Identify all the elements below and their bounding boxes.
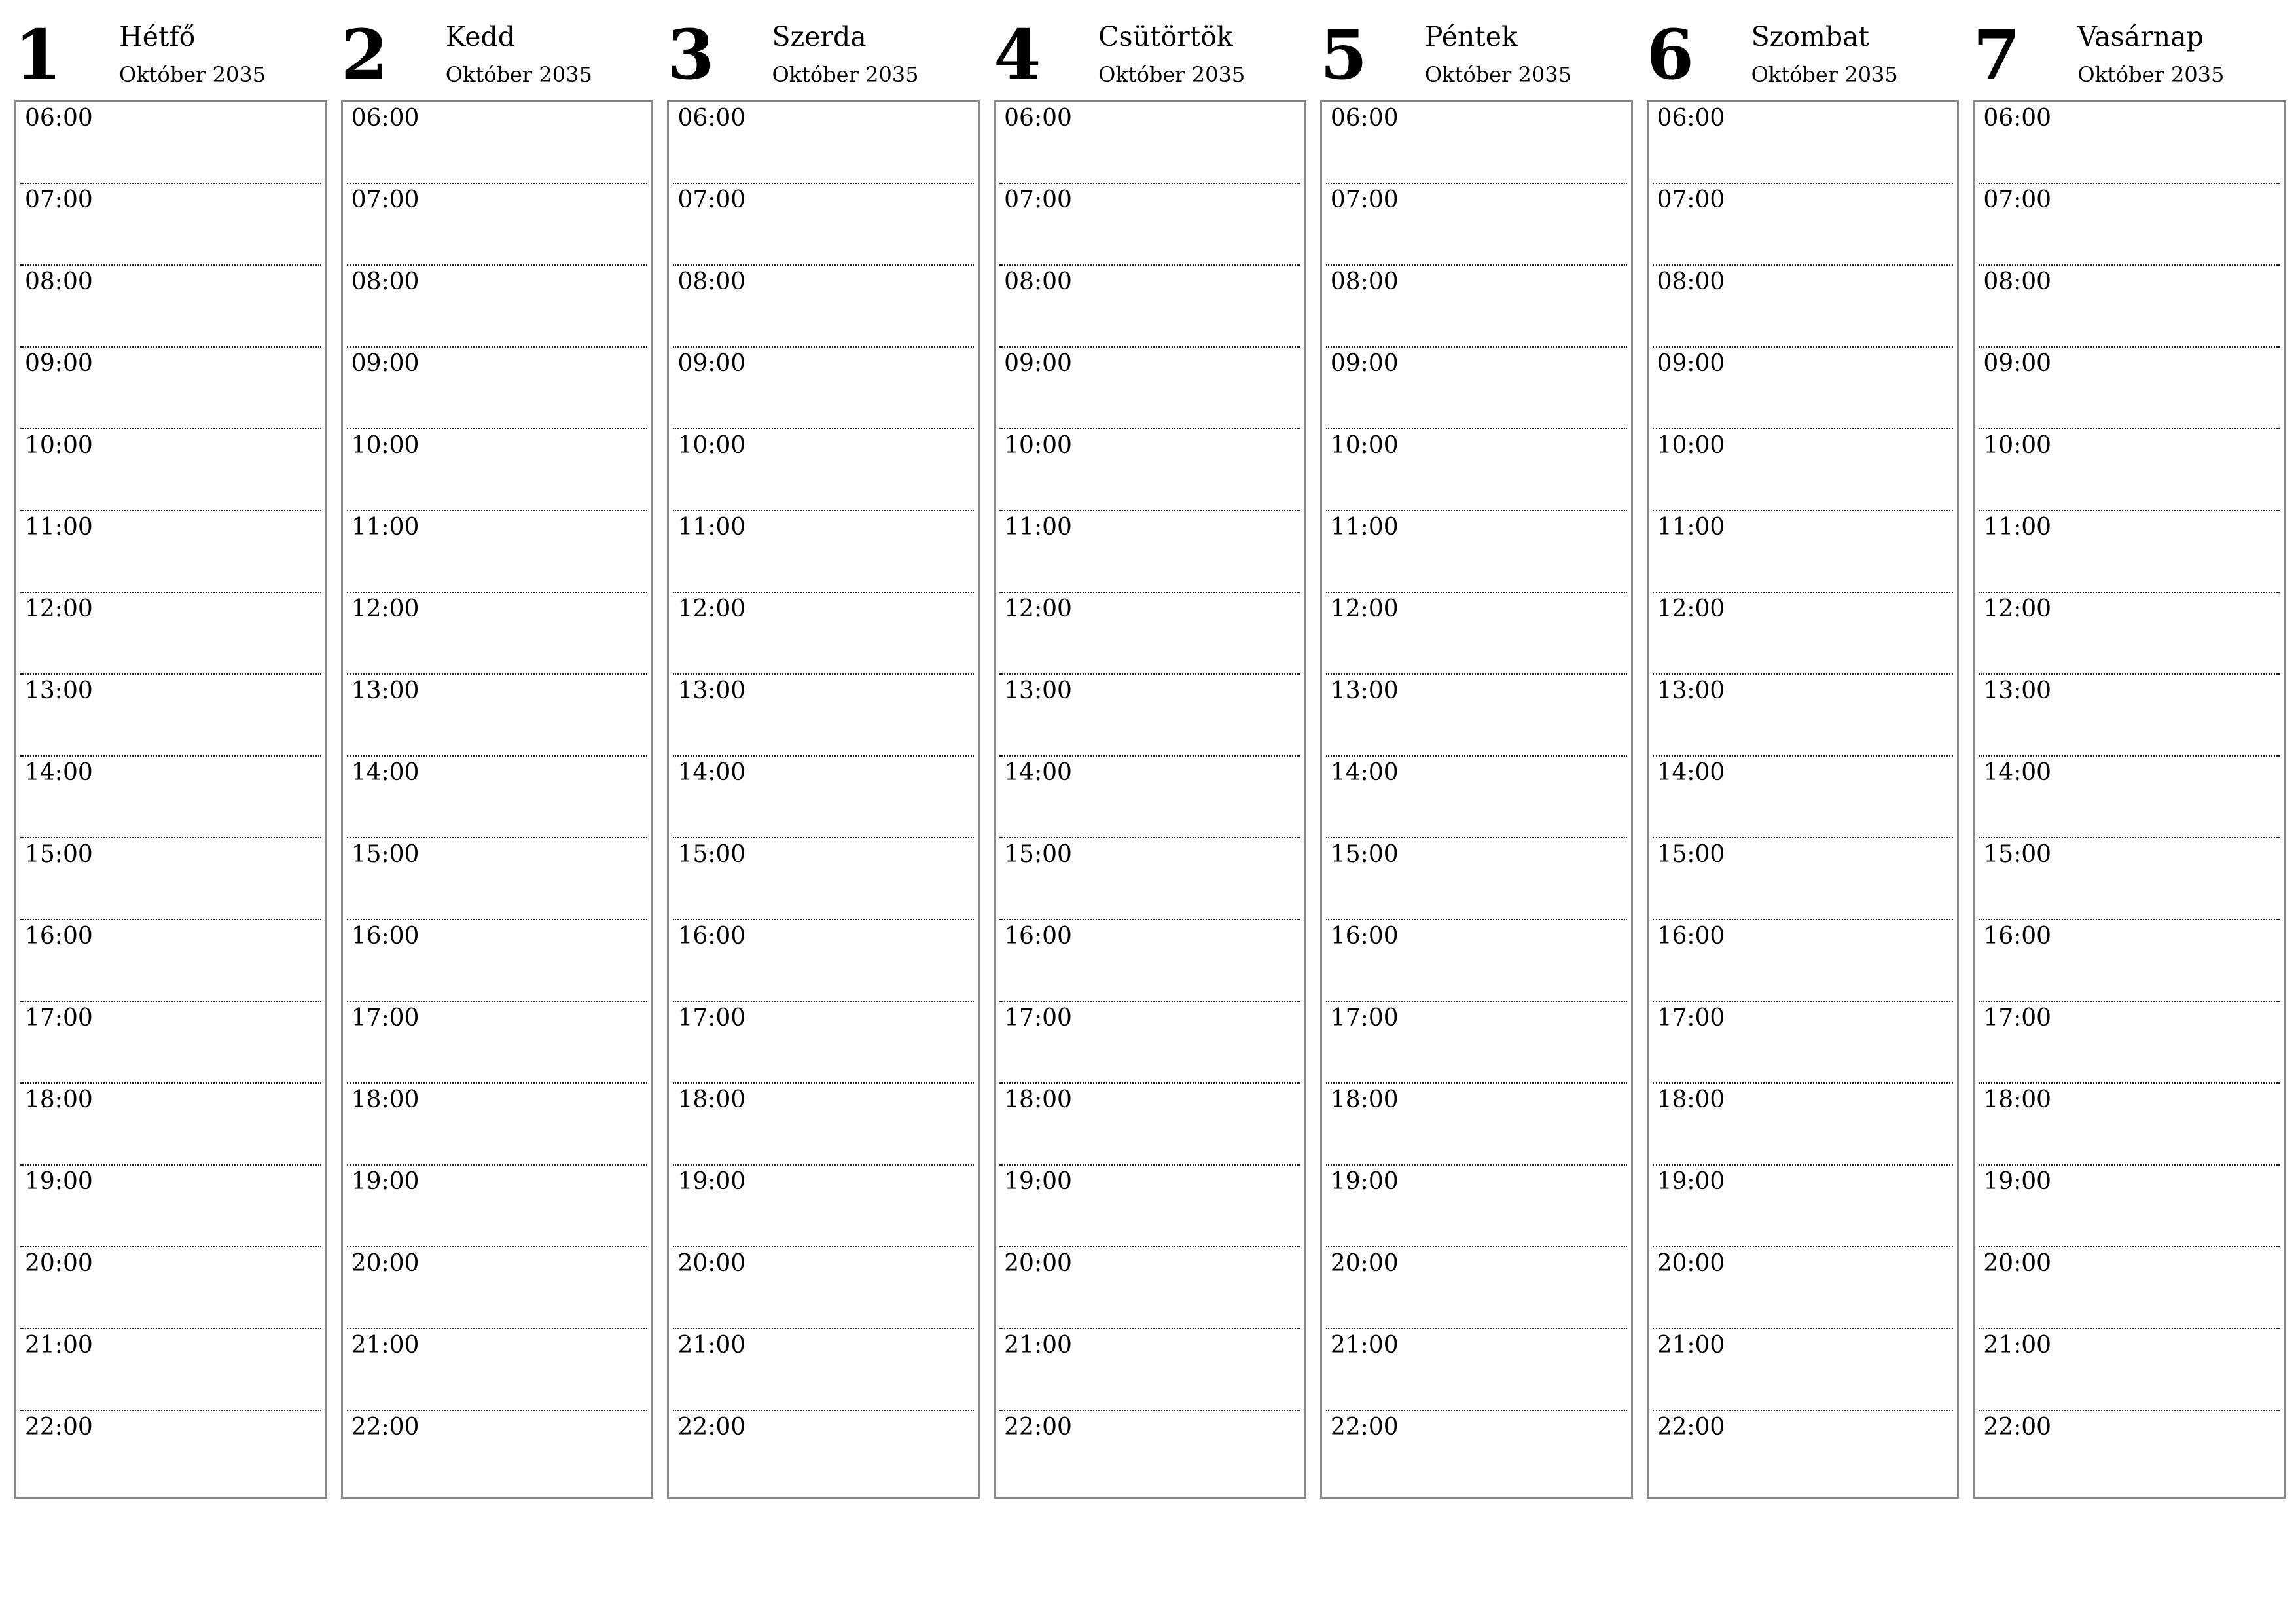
time-slot[interactable] — [673, 1084, 974, 1166]
time-slot[interactable] — [1326, 348, 1627, 429]
time-slot[interactable] — [1653, 593, 1954, 675]
time-label: 19:00 — [677, 1168, 746, 1195]
time-label: 10:00 — [677, 432, 746, 459]
time-label: 21:00 — [1004, 1332, 1072, 1359]
time-slot[interactable] — [999, 266, 1300, 348]
time-slot[interactable] — [1979, 102, 2280, 184]
time-label: 18:00 — [1983, 1086, 2052, 1113]
time-slot[interactable] — [999, 102, 1300, 184]
time-slot[interactable] — [1653, 1166, 1954, 1247]
day-header — [341, 0, 654, 100]
time-slot[interactable] — [1979, 593, 2280, 675]
day-name: Péntek — [1424, 21, 1518, 52]
time-label: 06:00 — [1657, 105, 1725, 132]
time-label: 16:00 — [25, 923, 93, 950]
time-label: 07:00 — [351, 187, 420, 213]
time-label: 21:00 — [25, 1332, 93, 1359]
day-month-label: Október 2035 — [119, 62, 266, 87]
time-label: 07:00 — [677, 187, 746, 213]
time-slot[interactable] — [999, 675, 1300, 757]
time-label: 08:00 — [1004, 268, 1072, 295]
time-slot[interactable] — [999, 1166, 1300, 1247]
time-slot[interactable] — [999, 1411, 1300, 1493]
time-slot[interactable] — [1326, 920, 1627, 1002]
time-label: 10:00 — [1330, 432, 1399, 459]
time-label: 08:00 — [677, 268, 746, 295]
time-label: 08:00 — [351, 268, 420, 295]
day-month-label: Október 2035 — [1098, 62, 1246, 87]
day-schedule-box — [14, 100, 327, 1499]
time-label: 16:00 — [677, 923, 746, 950]
day-name: Csütörtök — [1098, 21, 1233, 52]
time-slot[interactable] — [20, 593, 321, 675]
time-label: 19:00 — [1657, 1168, 1725, 1195]
day-header — [1320, 0, 1633, 100]
time-slot[interactable] — [347, 838, 648, 920]
time-slot[interactable] — [673, 511, 974, 593]
time-slot[interactable] — [1326, 429, 1627, 511]
time-slot[interactable] — [20, 102, 321, 184]
time-label: 20:00 — [677, 1250, 746, 1277]
day-number: 1 — [14, 14, 62, 95]
time-label: 09:00 — [1330, 350, 1399, 377]
time-label: 18:00 — [1330, 1086, 1399, 1113]
time-slot[interactable] — [347, 1166, 648, 1247]
time-slot[interactable] — [1326, 838, 1627, 920]
time-label: 22:00 — [1983, 1414, 2052, 1440]
day-name: Szerda — [772, 21, 867, 52]
time-label: 14:00 — [1004, 759, 1072, 786]
time-label: 13:00 — [351, 677, 420, 704]
time-slot[interactable] — [673, 675, 974, 757]
time-slot[interactable] — [20, 1329, 321, 1411]
time-label: 14:00 — [677, 759, 746, 786]
time-label: 06:00 — [1330, 105, 1399, 132]
day-number: 5 — [1319, 14, 1368, 95]
time-slot[interactable] — [20, 266, 321, 348]
time-slot[interactable] — [673, 102, 974, 184]
day-schedule-box — [1647, 100, 1960, 1499]
time-label: 15:00 — [677, 841, 746, 868]
time-slot[interactable] — [1326, 757, 1627, 838]
time-label: 16:00 — [1983, 923, 2052, 950]
time-label: 17:00 — [1330, 1005, 1399, 1031]
day-column — [667, 0, 980, 1499]
time-slot[interactable] — [1653, 1411, 1954, 1493]
time-label: 12:00 — [1657, 596, 1725, 622]
time-label: 06:00 — [25, 105, 93, 132]
time-label: 14:00 — [25, 759, 93, 786]
day-month-label: Október 2035 — [1751, 62, 1898, 87]
day-column — [1973, 0, 2286, 1499]
time-label: 22:00 — [1004, 1414, 1072, 1440]
time-label: 10:00 — [351, 432, 420, 459]
time-slot[interactable] — [1979, 920, 2280, 1002]
time-label: 11:00 — [1657, 514, 1725, 541]
time-label: 21:00 — [1983, 1332, 2052, 1359]
time-label: 11:00 — [677, 514, 746, 541]
time-slot[interactable] — [1653, 1084, 1954, 1166]
day-header — [1973, 0, 2286, 100]
time-slot[interactable] — [1979, 266, 2280, 348]
time-label: 07:00 — [1330, 187, 1399, 213]
time-slot[interactable] — [20, 184, 321, 266]
day-month-label: Október 2035 — [445, 62, 592, 87]
time-label: 09:00 — [1983, 350, 2052, 377]
time-label: 13:00 — [1657, 677, 1725, 704]
time-label: 08:00 — [1330, 268, 1399, 295]
time-slot[interactable] — [673, 838, 974, 920]
time-label: 06:00 — [351, 105, 420, 132]
time-slot[interactable] — [1979, 184, 2280, 266]
time-slot[interactable] — [1653, 757, 1954, 838]
time-label: 15:00 — [1983, 841, 2052, 868]
time-slot[interactable] — [673, 266, 974, 348]
time-label: 09:00 — [25, 350, 93, 377]
time-slot[interactable] — [1979, 1411, 2280, 1493]
time-label: 18:00 — [1657, 1086, 1725, 1113]
time-label: 19:00 — [1004, 1168, 1072, 1195]
time-label: 15:00 — [1330, 841, 1399, 868]
time-label: 08:00 — [1657, 268, 1725, 295]
time-slot[interactable] — [1653, 102, 1954, 184]
time-slot[interactable] — [999, 1247, 1300, 1329]
time-label: 08:00 — [25, 268, 93, 295]
time-slot[interactable] — [20, 1166, 321, 1247]
day-column — [14, 0, 327, 1499]
time-label: 20:00 — [351, 1250, 420, 1277]
time-slot[interactable] — [1653, 1329, 1954, 1411]
time-label: 12:00 — [1330, 596, 1399, 622]
time-label: 14:00 — [351, 759, 420, 786]
day-number: 7 — [1973, 14, 2020, 95]
time-slot[interactable] — [1653, 266, 1954, 348]
time-label: 19:00 — [1330, 1168, 1399, 1195]
time-label: 19:00 — [25, 1168, 93, 1195]
time-slot[interactable] — [1979, 1329, 2280, 1411]
time-slot[interactable] — [1326, 675, 1627, 757]
time-label: 10:00 — [1004, 432, 1072, 459]
time-slot[interactable] — [347, 266, 648, 348]
time-slot[interactable] — [347, 757, 648, 838]
time-slot[interactable] — [347, 920, 648, 1002]
day-schedule-box — [1320, 100, 1633, 1499]
time-label: 13:00 — [1983, 677, 2052, 704]
time-slot[interactable] — [673, 1329, 974, 1411]
time-label: 09:00 — [677, 350, 746, 377]
time-label: 21:00 — [351, 1332, 420, 1359]
time-slot[interactable] — [347, 1329, 648, 1411]
time-label: 17:00 — [1983, 1005, 2052, 1031]
time-label: 17:00 — [25, 1005, 93, 1031]
time-label: 09:00 — [351, 350, 420, 377]
time-slot[interactable] — [1653, 184, 1954, 266]
time-label: 18:00 — [351, 1086, 420, 1113]
time-label: 11:00 — [1004, 514, 1072, 541]
time-slot[interactable] — [347, 675, 648, 757]
day-month-label: Október 2035 — [772, 62, 919, 87]
time-label: 10:00 — [25, 432, 93, 459]
time-slot[interactable] — [347, 1411, 648, 1493]
day-month-label: Október 2035 — [1424, 62, 1571, 87]
day-name: Vasárnap — [2077, 21, 2204, 52]
time-label: 21:00 — [1330, 1332, 1399, 1359]
time-slot[interactable] — [347, 1247, 648, 1329]
time-label: 06:00 — [1983, 105, 2052, 132]
time-slot[interactable] — [1979, 348, 2280, 429]
time-slot[interactable] — [20, 1002, 321, 1084]
day-number: 2 — [340, 14, 389, 95]
time-slot[interactable] — [347, 184, 648, 266]
time-label: 16:00 — [1657, 923, 1725, 950]
time-slot[interactable] — [1653, 675, 1954, 757]
time-slot[interactable] — [347, 511, 648, 593]
time-slot[interactable] — [20, 511, 321, 593]
day-name: Kedd — [445, 21, 516, 52]
time-slot[interactable] — [20, 1411, 321, 1493]
time-label: 19:00 — [351, 1168, 420, 1195]
time-label: 16:00 — [1330, 923, 1399, 950]
time-slot[interactable] — [673, 1166, 974, 1247]
time-label: 12:00 — [25, 596, 93, 622]
time-slot[interactable] — [1653, 348, 1954, 429]
time-slot[interactable] — [999, 838, 1300, 920]
time-slot[interactable] — [20, 838, 321, 920]
time-slot[interactable] — [999, 1329, 1300, 1411]
day-schedule-box — [667, 100, 980, 1499]
day-column — [341, 0, 654, 1499]
time-slot[interactable] — [1979, 429, 2280, 511]
day-name: Szombat — [1751, 21, 1870, 52]
time-label: 11:00 — [1330, 514, 1399, 541]
day-column — [1647, 0, 1960, 1499]
time-slot[interactable] — [1326, 511, 1627, 593]
time-label: 17:00 — [1657, 1005, 1725, 1031]
day-schedule-box — [1973, 100, 2286, 1499]
time-label: 06:00 — [677, 105, 746, 132]
time-slot[interactable] — [20, 429, 321, 511]
day-header — [667, 0, 980, 100]
time-slot[interactable] — [1979, 511, 2280, 593]
day-month-label: Október 2035 — [2077, 62, 2225, 87]
time-slot[interactable] — [673, 1002, 974, 1084]
day-schedule-box — [341, 100, 654, 1499]
time-label: 12:00 — [351, 596, 420, 622]
time-slot[interactable] — [347, 593, 648, 675]
time-label: 16:00 — [1004, 923, 1072, 950]
time-label: 13:00 — [1004, 677, 1072, 704]
time-slot[interactable] — [20, 757, 321, 838]
day-column — [994, 0, 1306, 1499]
time-label: 12:00 — [677, 596, 746, 622]
time-slot[interactable] — [20, 675, 321, 757]
time-label: 07:00 — [1983, 187, 2052, 213]
time-label: 16:00 — [351, 923, 420, 950]
time-label: 15:00 — [1004, 841, 1072, 868]
day-number: 4 — [994, 14, 1041, 95]
time-slot[interactable] — [999, 348, 1300, 429]
time-slot[interactable] — [1326, 593, 1627, 675]
time-slot[interactable] — [347, 348, 648, 429]
time-label: 20:00 — [1330, 1250, 1399, 1277]
time-slot[interactable] — [1326, 1411, 1627, 1493]
time-slot[interactable] — [347, 1002, 648, 1084]
time-label: 18:00 — [677, 1086, 746, 1113]
time-label: 11:00 — [351, 514, 420, 541]
time-label: 22:00 — [1657, 1414, 1725, 1440]
time-label: 20:00 — [1657, 1250, 1725, 1277]
time-slot[interactable] — [20, 920, 321, 1002]
time-label: 17:00 — [1004, 1005, 1072, 1031]
time-label: 22:00 — [25, 1414, 93, 1440]
time-label: 17:00 — [677, 1005, 746, 1031]
time-slot[interactable] — [1979, 1002, 2280, 1084]
time-label: 18:00 — [25, 1086, 93, 1113]
time-slot[interactable] — [1979, 1166, 2280, 1247]
time-slot[interactable] — [999, 184, 1300, 266]
time-slot[interactable] — [673, 757, 974, 838]
time-slot[interactable] — [999, 757, 1300, 838]
time-label: 07:00 — [25, 187, 93, 213]
time-label: 14:00 — [1330, 759, 1399, 786]
day-number: 3 — [667, 14, 715, 95]
day-header — [1647, 0, 1960, 100]
time-label: 08:00 — [1983, 268, 2052, 295]
time-label: 06:00 — [1004, 105, 1072, 132]
time-slot[interactable] — [1326, 1329, 1627, 1411]
time-label: 14:00 — [1657, 759, 1725, 786]
time-label: 15:00 — [1657, 841, 1725, 868]
day-name: Hétfő — [119, 21, 196, 52]
time-slot[interactable] — [1326, 102, 1627, 184]
time-label: 15:00 — [351, 841, 420, 868]
time-slot[interactable] — [999, 1084, 1300, 1166]
time-slot[interactable] — [347, 102, 648, 184]
time-slot[interactable] — [999, 1002, 1300, 1084]
time-label: 20:00 — [1983, 1250, 2052, 1277]
time-slot[interactable] — [999, 593, 1300, 675]
time-label: 13:00 — [25, 677, 93, 704]
time-slot[interactable] — [1979, 1084, 2280, 1166]
time-slot[interactable] — [20, 1247, 321, 1329]
time-slot[interactable] — [1326, 1247, 1627, 1329]
time-slot[interactable] — [673, 920, 974, 1002]
time-label: 19:00 — [1983, 1168, 2052, 1195]
time-slot[interactable] — [673, 184, 974, 266]
time-label: 20:00 — [1004, 1250, 1072, 1277]
time-slot[interactable] — [20, 348, 321, 429]
time-slot[interactable] — [1326, 1002, 1627, 1084]
time-slot[interactable] — [1326, 184, 1627, 266]
time-label: 10:00 — [1983, 432, 2052, 459]
time-slot[interactable] — [673, 593, 974, 675]
time-slot[interactable] — [1979, 675, 2280, 757]
time-label: 13:00 — [1330, 677, 1399, 704]
time-slot[interactable] — [999, 511, 1300, 593]
time-slot[interactable] — [673, 429, 974, 511]
time-slot[interactable] — [1653, 920, 1954, 1002]
time-slot[interactable] — [1979, 757, 2280, 838]
time-slot[interactable] — [1653, 1247, 1954, 1329]
time-label: 07:00 — [1004, 187, 1072, 213]
time-label: 22:00 — [351, 1414, 420, 1440]
day-header — [14, 0, 327, 100]
time-slot[interactable] — [1653, 511, 1954, 593]
time-slot[interactable] — [1653, 1002, 1954, 1084]
day-column — [1320, 0, 1633, 1499]
time-slot[interactable] — [20, 1084, 321, 1166]
time-slot[interactable] — [673, 348, 974, 429]
time-slot[interactable] — [1326, 1166, 1627, 1247]
time-slot[interactable] — [1653, 429, 1954, 511]
time-label: 22:00 — [677, 1414, 746, 1440]
time-slot[interactable] — [347, 429, 648, 511]
time-slot[interactable] — [1653, 838, 1954, 920]
time-label: 11:00 — [25, 514, 93, 541]
time-label: 09:00 — [1657, 350, 1725, 377]
day-number: 6 — [1646, 14, 1694, 95]
time-label: 09:00 — [1004, 350, 1072, 377]
weekly-planner — [14, 0, 2286, 1499]
time-slot[interactable] — [1326, 266, 1627, 348]
time-label: 15:00 — [25, 841, 93, 868]
time-label: 07:00 — [1657, 187, 1725, 213]
time-label: 10:00 — [1657, 432, 1725, 459]
time-label: 12:00 — [1004, 596, 1072, 622]
time-slot[interactable] — [673, 1411, 974, 1493]
time-slot[interactable] — [1979, 1247, 2280, 1329]
time-slot[interactable] — [673, 1247, 974, 1329]
time-slot[interactable] — [999, 920, 1300, 1002]
time-label: 13:00 — [677, 677, 746, 704]
time-slot[interactable] — [1979, 838, 2280, 920]
time-label: 22:00 — [1330, 1414, 1399, 1440]
time-label: 18:00 — [1004, 1086, 1072, 1113]
time-label: 21:00 — [677, 1332, 746, 1359]
day-header — [994, 0, 1306, 100]
day-schedule-box — [994, 100, 1306, 1499]
time-label: 14:00 — [1983, 759, 2052, 786]
time-slot[interactable] — [347, 1084, 648, 1166]
time-slot[interactable] — [999, 429, 1300, 511]
time-label: 11:00 — [1983, 514, 2052, 541]
time-label: 12:00 — [1983, 596, 2052, 622]
time-label: 21:00 — [1657, 1332, 1725, 1359]
time-label: 20:00 — [25, 1250, 93, 1277]
time-label: 17:00 — [351, 1005, 420, 1031]
time-slot[interactable] — [1326, 1084, 1627, 1166]
